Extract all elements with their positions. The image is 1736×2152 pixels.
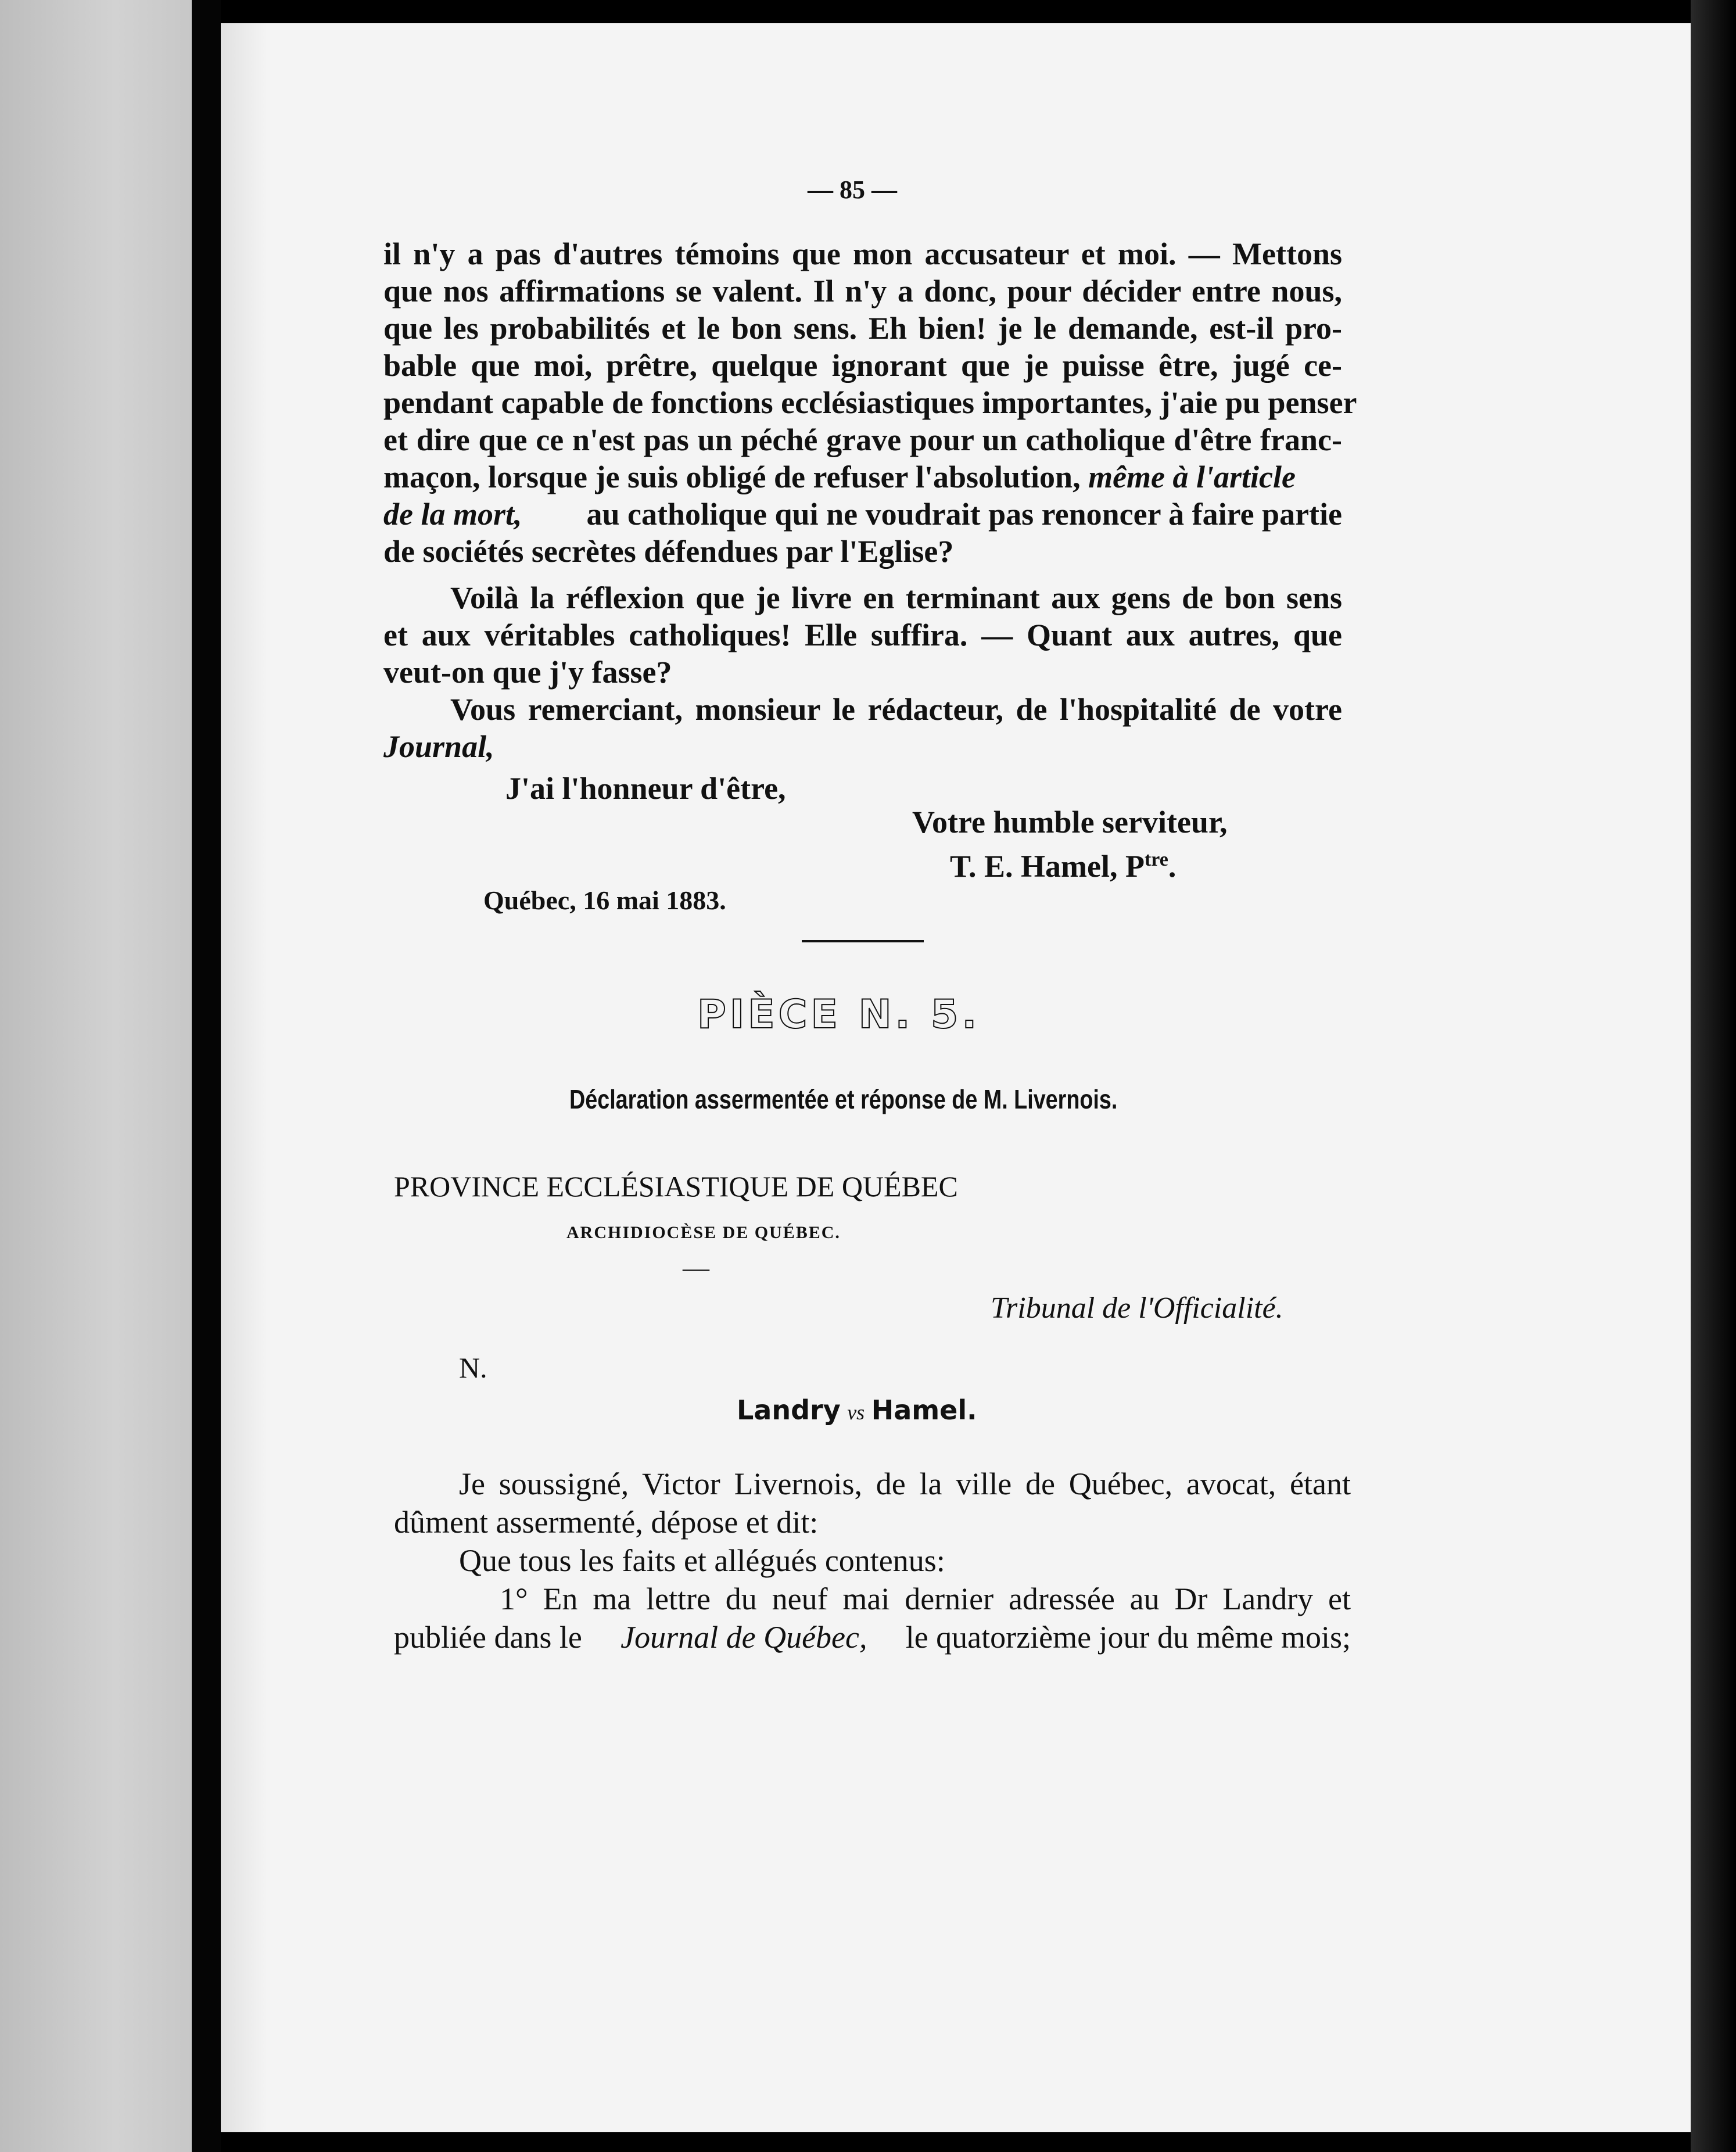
page-gutter-shadow bbox=[221, 23, 267, 2132]
paragraph-text: au catholique qui ne voudrait pas renoncer à faire partie bbox=[586, 497, 1342, 532]
declaration-text: publiée dans le bbox=[394, 1620, 582, 1655]
declaration-line: Que tous les faits et allégués contenus: bbox=[459, 1543, 945, 1578]
page-edge-shadow bbox=[1691, 0, 1736, 2152]
piece-title: PIÈCE N. 5. bbox=[697, 992, 981, 1038]
paragraph-text: maçon, lorsque je suis obligé de refuser l'absolution, bbox=[383, 460, 1081, 494]
paragraph-line: Journal, bbox=[383, 729, 494, 764]
dash-separator: — bbox=[683, 1253, 709, 1282]
book-spine bbox=[192, 0, 221, 2152]
n-label: N. bbox=[459, 1351, 487, 1384]
paragraph-line: que les probabilités et le bon sens. Eh bien! je le demande, est-il pro- bbox=[383, 311, 1342, 346]
italic-text: même à l'article bbox=[1088, 460, 1296, 494]
closing-line: J'ai l'honneur d'être, bbox=[505, 771, 786, 806]
paragraph-line: veut-on que j'y fasse? bbox=[383, 655, 672, 690]
signature-name bbox=[950, 841, 1176, 885]
case-party-a: Landry bbox=[737, 1394, 841, 1426]
separator-rule bbox=[802, 940, 924, 942]
signature-period: . bbox=[1168, 849, 1177, 884]
paragraph-line: pendant capable de fonctions ecclésiastiques importantes, j'aie pu penser bbox=[383, 385, 1357, 420]
signature-text: T. E. Hamel, P bbox=[950, 849, 1145, 884]
paragraph-line: de sociétés secrètes défendues par l'Eglise? bbox=[383, 534, 954, 569]
signature-superscript: tre bbox=[1144, 849, 1168, 870]
paragraph-line: bable que moi, prêtre, quelque ignorant que je puisse être, jugé ce- bbox=[383, 348, 1342, 383]
paragraph-line: Vous remerciant, monsieur le rédacteur, de l'hospitalité de votre bbox=[450, 692, 1342, 727]
declaration-line: dûment assermenté, dépose et dit: bbox=[394, 1505, 819, 1540]
declaration-line: 1° En ma lettre du neuf mai dernier adressée au Dr Landry et bbox=[500, 1581, 1351, 1616]
paragraph-line: Voilà la réflexion que je livre en terminant aux gens de bon sens bbox=[450, 580, 1342, 615]
province-heading: PROVINCE ECCLÉSIASTIQUE DE QUÉBEC bbox=[394, 1170, 958, 1203]
paragraph-line bbox=[383, 496, 1342, 533]
archdiocese-heading: ARCHIDIOCÈSE DE QUÉBEC. bbox=[566, 1223, 841, 1242]
paragraph-line: et dire que ce n'est pas un péché grave pour un catholique d'être franc- bbox=[383, 422, 1342, 457]
paragraph-line: il n'y a pas d'autres témoins que mon accusateur et moi. — Mettons bbox=[383, 236, 1342, 271]
italic-text: de la mort, bbox=[383, 497, 522, 532]
case-party-b: Hamel. bbox=[871, 1394, 977, 1426]
paragraph-line: que nos affirmations se valent. Il n'y a donc, pour décider entre nous, bbox=[383, 274, 1342, 309]
page-number: — 85 — bbox=[808, 175, 897, 204]
paragraph-line: et aux véritables catholiques! Elle suffira. — Quant aux autres, que bbox=[383, 618, 1342, 652]
piece-subtitle: Déclaration assermentée et réponse de M. Livernois. bbox=[569, 1084, 1118, 1114]
declaration-line: Je soussigné, Victor Livernois, de la ville de Québec, avocat, étant bbox=[459, 1466, 1351, 1501]
case-versus: vs bbox=[847, 1401, 865, 1424]
declaration-text: le quatorzième jour du même mois; bbox=[905, 1620, 1351, 1655]
place-date: Québec, 16 mai 1883. bbox=[483, 885, 726, 915]
paragraph-line bbox=[383, 458, 1296, 496]
document-page bbox=[221, 23, 1691, 2132]
italic-text: Journal de Québec, bbox=[620, 1620, 867, 1655]
declaration-line bbox=[394, 1619, 1351, 1656]
signature-line: Votre humble serviteur, bbox=[912, 805, 1228, 840]
tribunal-label: Tribunal de l'Officialité. bbox=[991, 1292, 1283, 1325]
case-title bbox=[737, 1391, 977, 1431]
left-page-margin bbox=[0, 0, 192, 2152]
